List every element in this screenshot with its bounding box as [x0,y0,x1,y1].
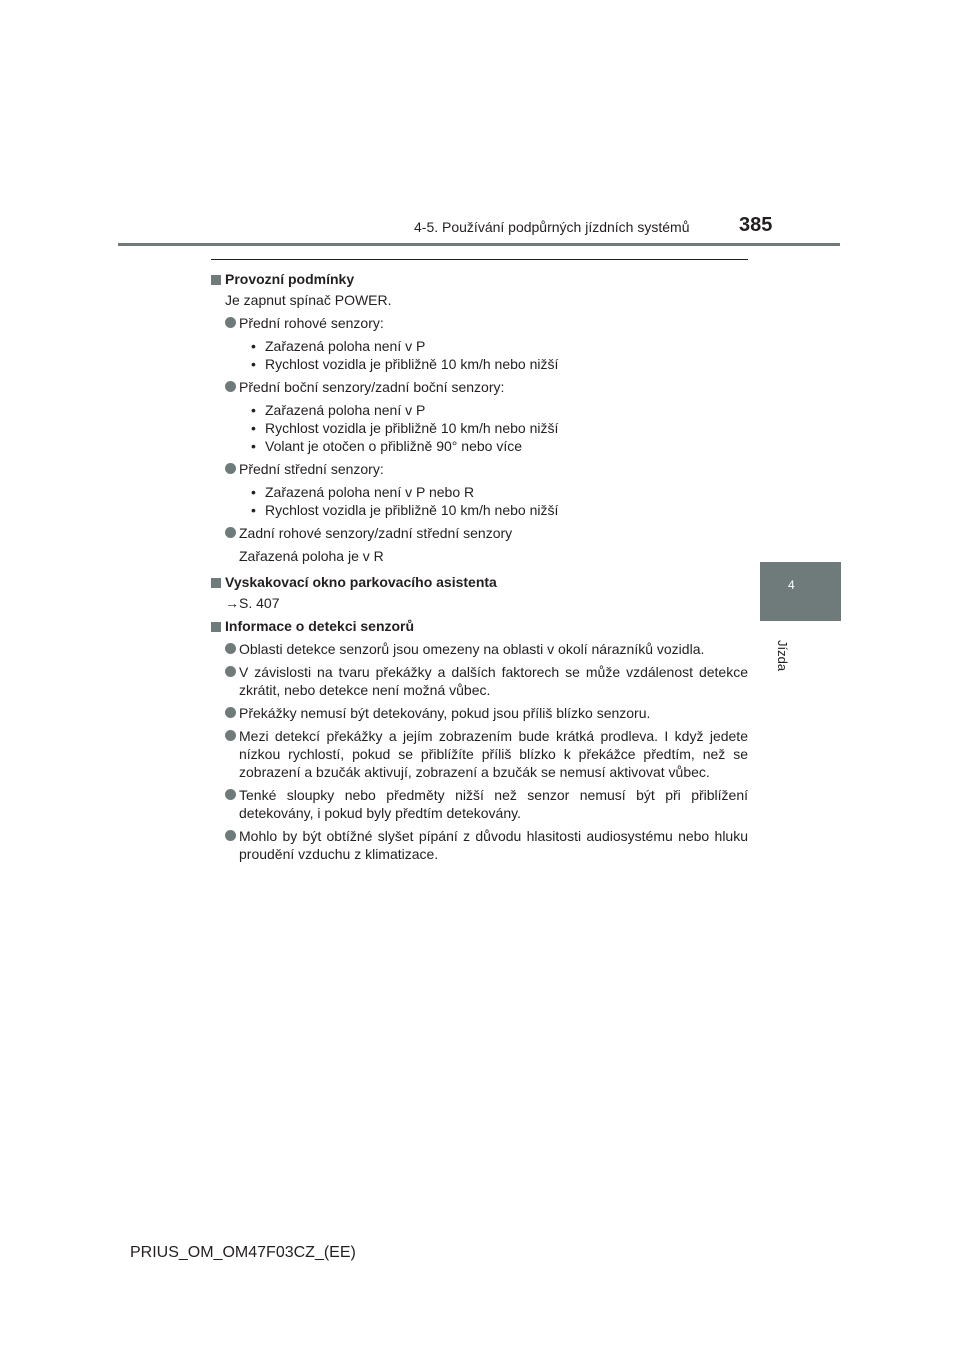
circle-bullet-icon [225,463,236,474]
list-item [211,640,748,658]
sub-item-text: Volant je otočen o přibližně 90° nebo více [265,438,522,454]
small-bullet-icon: • [251,484,256,500]
sub-list-item [251,337,748,355]
list-item-text: Přední střední senzory: [239,461,384,477]
list-item-text: Překážky nemusí být detekovány, pokud jsou příliš blízko senzoru. [239,705,651,721]
sub-item-text: Zařazená poloha není v P [265,338,426,354]
list-item [211,314,748,332]
chapter-tab [760,562,841,621]
list-item-text: Mezi detekcí překážky a jejím zobrazením bude krátká prodleva. I když jedete nízkou rychlostí, pokud se přiblížíte příliš blízko k překážce předtím, než se zobrazení a bzučák aktivují, zobrazení a bzučák se nemusí aktivovat vůbec. [239,728,748,780]
section-heading [211,270,748,288]
list-item [211,378,748,396]
page-number: 385 [739,214,773,236]
small-bullet-icon: • [251,338,256,354]
square-bullet-icon [211,622,221,632]
list-item [211,727,748,781]
chapter-number: 4 [788,578,795,592]
list-item-text: Přední rohové senzory: [239,315,384,331]
sub-item-text: Zařazená poloha není v P nebo R [265,484,475,500]
heading-text: Vyskakovací okno parkovacího asistenta [225,574,497,590]
small-bullet-icon: • [251,420,256,436]
sub-item-text: Rychlost vozidla je přibližně 10 km/h nebo nižší [265,420,559,436]
list-item [211,460,748,478]
page-content [211,266,748,863]
sub-list [211,483,748,519]
paragraph: Je zapnut spínač POWER. [225,292,392,308]
sub-list-item [251,401,748,419]
list-item-text: Zadní rohové senzory/zadní střední senzory [239,525,513,541]
sub-list-item [251,437,748,455]
sub-list [211,337,748,373]
list-item [211,827,748,863]
list-item-text: Oblasti detekce senzorů jsou omezeny na oblasti v okolí nárazníků vozidla. [239,641,705,657]
circle-bullet-icon [225,381,236,392]
list-item-text: Přední boční senzory/zadní boční senzory: [239,379,505,395]
section-title: 4-5. Používání podpůrných jízdních systémů [414,219,690,235]
list-item [211,663,748,699]
heading-text: Informace o detekci senzorů [225,618,415,634]
document-code: PRIUS_OM_OM47F03CZ_(EE) [130,1244,356,1261]
small-bullet-icon: • [251,438,256,454]
heading-text: Provozní podmínky [225,271,355,287]
sub-list-item [251,483,748,501]
sub-list-item [251,355,748,373]
circle-bullet-icon [225,643,236,654]
small-bullet-icon: • [251,402,256,418]
note-text: Zařazená poloha je v R [239,548,384,564]
circle-bullet-icon [225,527,236,538]
list-item-text: Mohlo by být obtížné slyšet pípání z důvodu hlasitosti audiosystému nebo hluku proudění vzduchu z klimatizace. [239,828,748,862]
circle-bullet-icon [225,666,236,677]
section-heading [211,617,748,635]
square-bullet-icon [211,275,221,285]
circle-bullet-icon [225,707,236,718]
sub-item-text: Zařazená poloha není v P [265,402,426,418]
sub-list [211,401,748,455]
small-bullet-icon: • [251,356,256,372]
list-item [211,786,748,822]
list-item [211,704,748,722]
list-item [211,524,748,542]
content-divider [211,259,748,260]
circle-bullet-icon [225,730,236,741]
sub-list-item [251,419,748,437]
sub-item-text: Rychlost vozidla je přibližně 10 km/h nebo nižší [265,356,559,372]
square-bullet-icon [211,578,221,588]
page-reference-link[interactable]: →S. 407 [225,595,280,611]
section-heading [211,573,748,591]
list-item-text: V závislosti na tvaru překážky a dalších faktorech se může vzdálenost detekce zkrátit, nebo detekce není možná vůbec. [239,664,748,698]
sub-item-text: Rychlost vozidla je přibližně 10 km/h nebo nižší [265,502,559,518]
list-item-text: Tenké sloupky nebo předměty nižší než senzor nemusí být při přiblížení detekovány, i pokud byly předtím detekovány. [239,787,748,821]
circle-bullet-icon [225,317,236,328]
circle-bullet-icon [225,830,236,841]
small-bullet-icon: • [251,502,256,518]
header-divider [118,243,840,246]
circle-bullet-icon [225,789,236,800]
sub-list-item [251,501,748,519]
chapter-label: Jízda [775,640,790,672]
